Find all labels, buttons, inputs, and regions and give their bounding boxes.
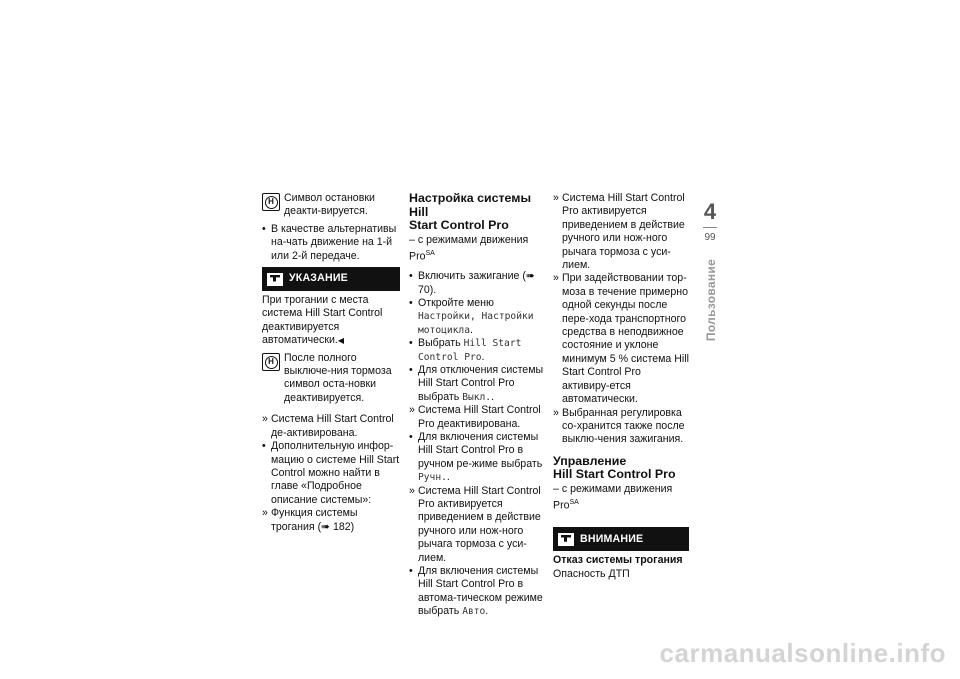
- watermark: carmanualsonline.info: [659, 638, 946, 668]
- warning-text: Опасность ДТП: [553, 567, 630, 580]
- warning-banner: [262, 267, 400, 291]
- column-3: [553, 192, 689, 581]
- section-subtitle: – с режимами движения Pro$^{SA}$: [409, 233, 529, 263]
- menu-option: Выкл.: [462, 391, 492, 403]
- icon-note-2: [262, 352, 400, 406]
- menu-option: Ручн.: [418, 472, 447, 484]
- section-heading: Настройка системы Hill Start Control Pro: [409, 191, 532, 233]
- column-2: [409, 192, 545, 619]
- icon-note-1: [262, 192, 400, 219]
- icon-note-2-text: После полного выключе-ния тормоза символ оста-новки деактивируется.: [284, 351, 392, 404]
- chapter-marker: [700, 200, 720, 243]
- bullet-item: • Выбрать Hill Start Control Pro.: [409, 337, 545, 364]
- result-item: » Выбранная регулировка со-хранится также после выклю-чения зажигания.: [553, 407, 689, 447]
- page-number: 99: [704, 232, 716, 243]
- warning-banner: [553, 527, 689, 551]
- chapter-divider: [703, 227, 717, 228]
- menu-option: Hill Start Control Pro: [418, 338, 522, 363]
- warning-hand-icon: [267, 273, 283, 286]
- bullet-item: • Дополнительную инфор-мацию о системе Hill Start Control можно найти в главе «Подробное описание системы»:: [262, 440, 400, 507]
- result-item: » Функция системы трогания (➠ 182): [262, 507, 400, 534]
- menu-path: Настройки, Настройки мотоцикла: [418, 311, 534, 336]
- warning-hand-icon: [558, 533, 574, 546]
- result-item: » Система Hill Start Control де-активирована.: [262, 413, 400, 440]
- bullet-item: • Для включения системы Hill Start Control Pro в автома-тическом режиме выбрать Авто.: [409, 565, 545, 619]
- column-1: [262, 192, 400, 534]
- bullet-item: • Для включения системы Hill Start Control Pro в ручном ре-жиме выбрать Ручн..: [409, 431, 545, 485]
- warning-label: УКАЗАНИЕ: [289, 272, 348, 285]
- result-item: » При задействовании тор-моза в течение примерно одной секунды после пере-хода транспортного средства в неподвижное состояние и уклоне минимум 5 % система Hill Start Control Pro активиру-ется автоматически.: [553, 272, 689, 406]
- section-heading: Управление Hill Start Control Pro: [553, 453, 676, 482]
- hill-hold-icon: H: [262, 193, 280, 211]
- result-item: » Система Hill Start Control Pro активируется приведением в действие ручного или нож-ного рычага тормоза с уси-лием.: [553, 192, 689, 272]
- bullet-item: • Включить зажигание (➠ 70).: [409, 270, 545, 297]
- menu-option: Авто: [462, 606, 486, 618]
- bullet-item: • Откройте меню Настройки, Настройки мотоцикла.: [409, 297, 545, 337]
- bullet-item: • Для отключения системы Hill Start Control Pro выбрать Выкл..: [409, 364, 545, 404]
- warning-label: ВНИМАНИЕ: [580, 532, 644, 545]
- bullet-item: • В качестве альтернативы на-чать движение на 1-й или 2-й передаче.: [262, 223, 400, 263]
- chapter-number: 4: [703, 199, 717, 224]
- hill-hold-icon: H: [262, 353, 280, 371]
- result-item: » Система Hill Start Control Pro активируется приведением в действие ручного или нож-ного рычага тормоза с уси-лием.: [409, 485, 545, 565]
- warning-text: При трогании с места система Hill Start Control деактивируется автоматически. ◀: [262, 294, 400, 348]
- icon-note-1-text: Символ остановки деакти-вируется.: [284, 192, 375, 218]
- result-item: » Система Hill Start Control Pro деактивирована.: [409, 404, 545, 431]
- warning-title: Отказ системы трогания: [553, 554, 683, 567]
- section-side-title: Пользование: [704, 258, 718, 342]
- section-subtitle: – с режимами движения Pro$^{SA}$: [553, 482, 673, 512]
